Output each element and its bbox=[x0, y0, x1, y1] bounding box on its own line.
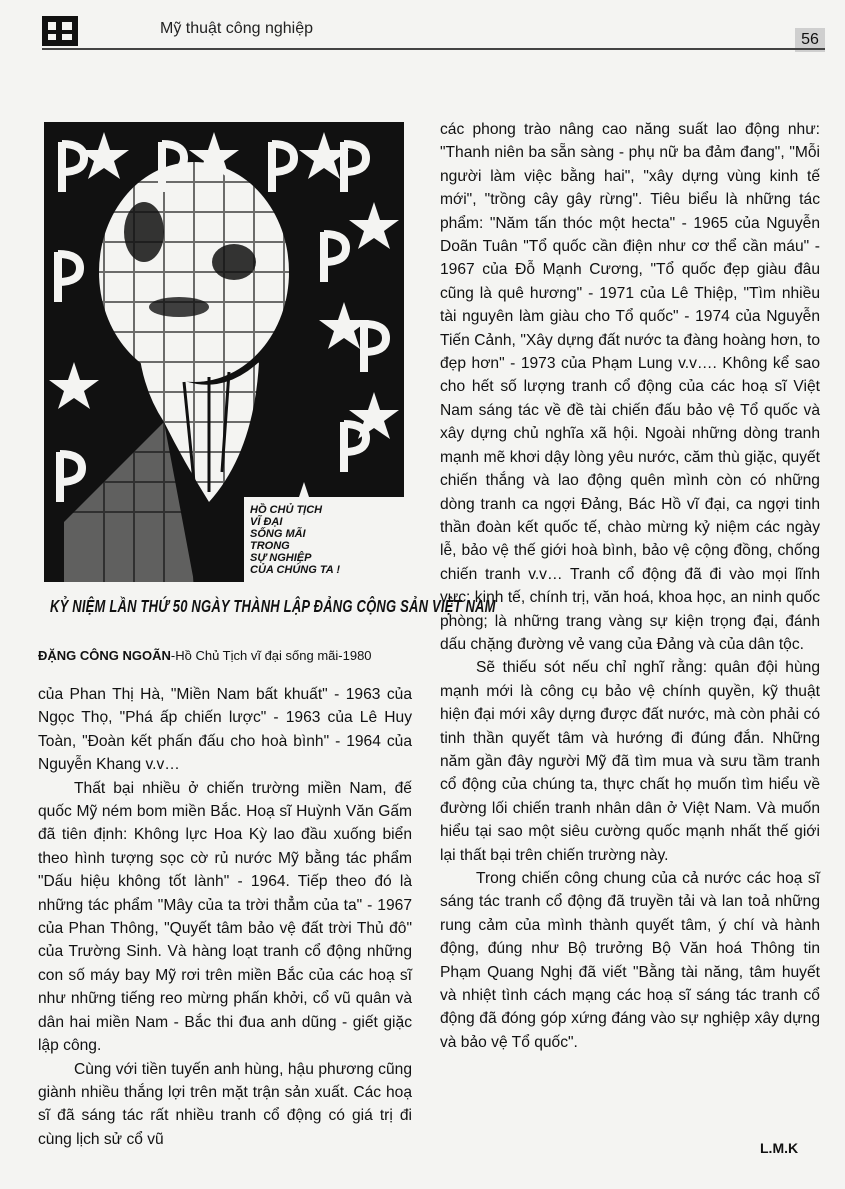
left-paragraph-3: Cùng với tiền tuyến anh hùng, hậu phương cũng giành nhiều thắng lợi trên mặt trận sản xuất. Các hoạ sĩ đã sáng tác rất nhiều tranh cổ động có giá trị đi cùng lịch sử cổ vũ bbox=[38, 1060, 412, 1148]
right-paragraph-1: các phong trào nâng cao năng suất lao động như: "Thanh niên ba sẵn sàng - phụ nữ ba đảm đang", "Mỗi người làm việc bằng hai", "xây dựng vùng kinh tế mới", "trồng cây gây rừng". Tiêu biểu là những tác phẩm: "Năm tấn thóc một hecta" - 1965 của Nguyễn Doãn Tuân "Tổ quốc cần điện như cơ thể cần máu" - 1967 của Đỗ Mạnh Cương, "Tổ quốc đẹp giàu đâu cũng là quê hương" - 1971 của Lê Thiệp, "Tìm nhiều tài nguyên làm giàu cho Tổ quốc" - 1974 của Nguyễn Tiến Cảnh, "Xây dựng đất nước ta đàng hoàng hơn, to đẹp hơn" - 1973 của Phạm Lung v.v…. Không kể sao cho hết số lượng tranh cổ động của các hoạ sĩ Việt Nam sáng tác về đề tài chiến đấu bảo vệ Tổ quốc và xây dựng chủ nghĩa xã hội. Ngoài những dòng tranh mạnh mẽ khơi dậy lòng yêu nước, căm thù giặc, quyết chiến thắng và lao động quên mình còn có những dòng tranh ca ngợi Đảng, Bác Hồ vĩ đại, ca ngợi tinh thần đoàn kết quốc tế, chào mừng kỷ niệm các ngày lễ, bảo vệ thế giới hoà bình, bảo vệ cộng đồng, chống chiến tranh v.v… Tranh cổ động đã đi vào mọi lĩnh vực: kinh tế, chính trị, văn hoá, khoa học, an ninh quốc phòng; là những trang vàng sự kiện trọng đại, đánh dấu chặng đường vẻ vang của Đảng và của dân tộc. bbox=[440, 121, 820, 653]
left-paragraph-2: Thất bại nhiều ở chiến trường miền Nam, đế quốc Mỹ ném bom miền Bắc. Hoạ sĩ Huỳnh Văn Gấm đã tiên định: Không lực Hoa Kỳ lao đầu xuống biển theo hình tượng sọc cờ rủ nước Mỹ bằng tác phẩm "Dấu hiệu không tốt lành" - 1964. Tiếp theo đó là những tác phẩm "Mây của ta trời thẳm của ta" - 1967 của Phan Thông, "Quyết tâm bảo vệ đất trời Thủ đô" của Trường Sinh. Và hàng loạt tranh cổ động những con số máy bay Mỹ rơi trên miền Bắc của các hoạ sĩ như những tiếng reo mừng phấn khởi, cổ vũ quân và dân hai miền Nam - Bắc thi đua anh dũng - giết giặc lập công. bbox=[38, 779, 412, 1055]
right-paragraph-3: Trong chiến công chung của cả nước các hoạ sĩ sáng tác tranh cổ động đã truyền tải và lan toả những rung cảm của mình thành quyết tâm, ý chí và hành động, đúng như Bộ trưởng Bộ Văn hoá Thông tin Phạm Quang Nghị đã viết "Bằng tài năng, tâm huyết và nhiệt tình cách mạng các hoạ sĩ sáng tác tranh cổ động đã đóng góp xứng đáng vào sự nghiệp xây dựng và bảo vệ Tổ quốc". bbox=[440, 870, 820, 1051]
page-number: 56 bbox=[795, 28, 825, 52]
credit-title: -Hồ Chủ Tịch vĩ đại sống mãi-1980 bbox=[170, 648, 372, 663]
right-paragraph-2: Sẽ thiếu sót nếu chỉ nghĩ rằng: quân đội hùng mạnh mới là công cụ bảo vệ chính quyền, kỹ thuật hiện đại mới xây dựng được đất nước, mà còn phải có tinh thần quyết tâm và hướng đi đúng đắn. Những năm gần đây người Mỹ đã tìm mua và sưu tầm tranh cổ động của chúng ta, thực chất họ muốn tìm hiểu về đường lối chiến tranh nhân dân ở Việt Nam. Và muốn hiểu tại sao một siêu cường quốc mạnh nhất thế giới lại thất bại trên chiến trường này. bbox=[440, 659, 820, 864]
header-rule bbox=[42, 48, 825, 50]
left-paragraph-1: của Phan Thị Hà, "Miền Nam bất khuất" - 1963 của Ngọc Thọ, "Phá ấp chiến lược" - 1963 của Lê Huy Toàn, "Đoàn kết phấn đấu cho hoà bình" - 1964 của Nguyễn Khang v.v… bbox=[38, 686, 412, 774]
running-title: Mỹ thuật công nghiệp bbox=[160, 20, 313, 37]
author-signature: L.M.K bbox=[760, 1140, 799, 1156]
right-column bbox=[440, 118, 820, 1054]
page-header bbox=[0, 0, 845, 60]
left-column bbox=[38, 683, 412, 1151]
figure-credit bbox=[38, 648, 372, 663]
propaganda-poster-image bbox=[44, 122, 404, 582]
credit-author: ĐẶNG CÔNG NGOÃN bbox=[38, 648, 171, 663]
poster-bottom-caption: KỶ NIỆM LẦN THỨ 50 NGÀY THÀNH LẬP ĐẢNG CỘNG SẢN VIỆT NAM bbox=[50, 596, 496, 617]
poster-slogan: HỒ CHỦ TỊCH VĨ ĐẠI SỐNG MÃI TRONG SỰ NGHIỆP CỦA CHÚNG TA ! bbox=[250, 504, 341, 576]
magazine-logo-icon bbox=[42, 16, 78, 46]
